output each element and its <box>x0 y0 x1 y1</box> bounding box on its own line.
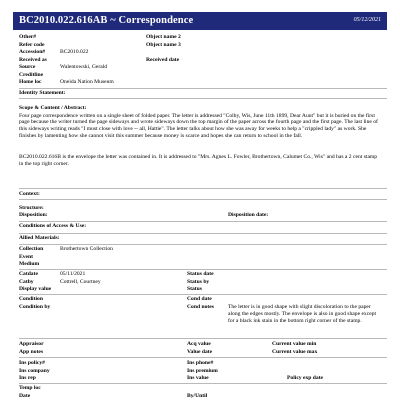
label-medium: Medium <box>19 261 40 267</box>
label-other-number: Other# <box>19 34 37 40</box>
label-catby: Catby <box>19 278 34 285</box>
separator <box>19 244 387 245</box>
label-disposition-date: Disposition date: <box>228 212 269 218</box>
separator <box>19 233 387 234</box>
label-received-date: Received date <box>146 56 180 63</box>
label-appraisor: Appraisor <box>19 341 44 347</box>
label-creditline: Creditline <box>19 71 44 78</box>
scope-paragraph-letter: Four page correspondence written on a single sheet of folded paper. The letter is addressed "Colby, Wis, June 11th 1899, Dear Aunt" but it is buried on the first page because the writer turned the page sideways and wrote sideways down the top margin of the paper across the fourth page and the first page. The last line of this sideways writing reads "I must close with love -- all, Hattie". The letter talks about how she was away for weeks to help a "crippled lady" as work. She finishes by lamenting how she cannot visit this summer because money is scarce and hopes she can return to school in the fall. <box>19 112 378 140</box>
label-condition: Condition <box>19 296 43 302</box>
label-policy-exp-date: Policy exp date <box>287 375 324 381</box>
label-current-value-min: Current value min <box>272 341 317 347</box>
label-cond-notes: Cond notes <box>187 304 214 310</box>
label-display-value: Display value <box>19 286 52 292</box>
label-condition-by: Condition by <box>19 304 51 310</box>
label-disposition: Disposition: <box>19 212 48 218</box>
separator <box>19 98 387 99</box>
separator <box>19 294 387 295</box>
separator <box>19 338 387 339</box>
label-refer-code: Refer code <box>19 41 45 48</box>
value-accession: BC2010.022 <box>60 49 89 55</box>
scope-paragraph-envelope: BC2010.022.616B is the envelope the letter was contained in. It is addressed to "Mrs. Agnes L. Fowler, Brothertown, Calumet Co., Wis" and has a 2 cent stamp in the top right corner. <box>19 154 378 167</box>
separator <box>19 221 387 222</box>
label-object-name-2: Object name 2 <box>146 34 181 40</box>
value-collection: Brothertown Collection <box>60 246 113 252</box>
value-cond-notes: The letter is in good shape with slight discoloration to the paper along the edges mostly. The envelope is also in good shape except for a black ink stain in the bottom right corner of the stamp. <box>228 304 377 324</box>
value-catdate: 05/11/2021 <box>60 271 86 277</box>
separator <box>19 188 387 189</box>
label-ins-value: Ins value <box>187 375 209 381</box>
label-scope-content: Scope & Content / Abstract: <box>19 105 87 111</box>
label-ins-phone: Ins phone# <box>187 360 214 366</box>
label-home-loc: Home loc <box>19 79 42 85</box>
label-date: Date <box>19 392 31 399</box>
label-status: Status <box>187 286 202 292</box>
label-ins-policy: Ins policy# <box>19 360 45 366</box>
label-collection: Collection <box>19 246 44 252</box>
label-acq-value: Acq value <box>187 341 211 347</box>
separator <box>19 383 387 384</box>
separator <box>19 199 387 200</box>
value-home-loc: Oneida Nation Museum <box>60 79 114 85</box>
label-conditions-access: Conditions of Access & Use: <box>19 223 87 229</box>
record-title: BC2010.022.616AB ~ Correspondence <box>19 15 194 27</box>
label-catdate: Catdate <box>19 271 38 277</box>
label-ins-rep: Ins rep <box>19 375 36 381</box>
label-temp-loc: Temp loc <box>19 385 41 391</box>
label-context: Context: <box>19 191 40 197</box>
report-date: 05/12/2021 <box>353 17 381 24</box>
separator <box>19 357 387 358</box>
value-source: Walentowski, Gerald <box>60 64 108 70</box>
label-ins-premium: Ins premium <box>187 367 218 374</box>
label-allied-materials: Allied Materials: <box>19 235 60 241</box>
separator <box>19 269 387 270</box>
label-value-date: Value date <box>187 348 213 355</box>
label-by-until: By/Until <box>187 392 208 399</box>
separator <box>19 88 387 89</box>
label-object-name-3: Object name 3 <box>146 41 181 48</box>
label-identity-statement: Identity Statement: <box>19 90 66 96</box>
value-catby: Cottrell, Courtney <box>60 278 101 285</box>
label-ins-company: Ins company <box>19 367 50 374</box>
record-header <box>13 12 387 30</box>
label-accession: Accession# <box>19 49 46 55</box>
label-event: Event <box>19 253 33 260</box>
label-source: Source <box>19 64 36 70</box>
label-received-as: Received as <box>19 56 47 63</box>
label-status-by: Status by <box>187 278 210 285</box>
label-cond-date: Cond date <box>187 296 212 302</box>
label-structure: Structure: <box>19 205 44 211</box>
label-current-value-max: Current value max <box>272 348 318 355</box>
label-app-notes: App notes <box>19 348 44 355</box>
label-status-date: Status date <box>187 271 214 277</box>
